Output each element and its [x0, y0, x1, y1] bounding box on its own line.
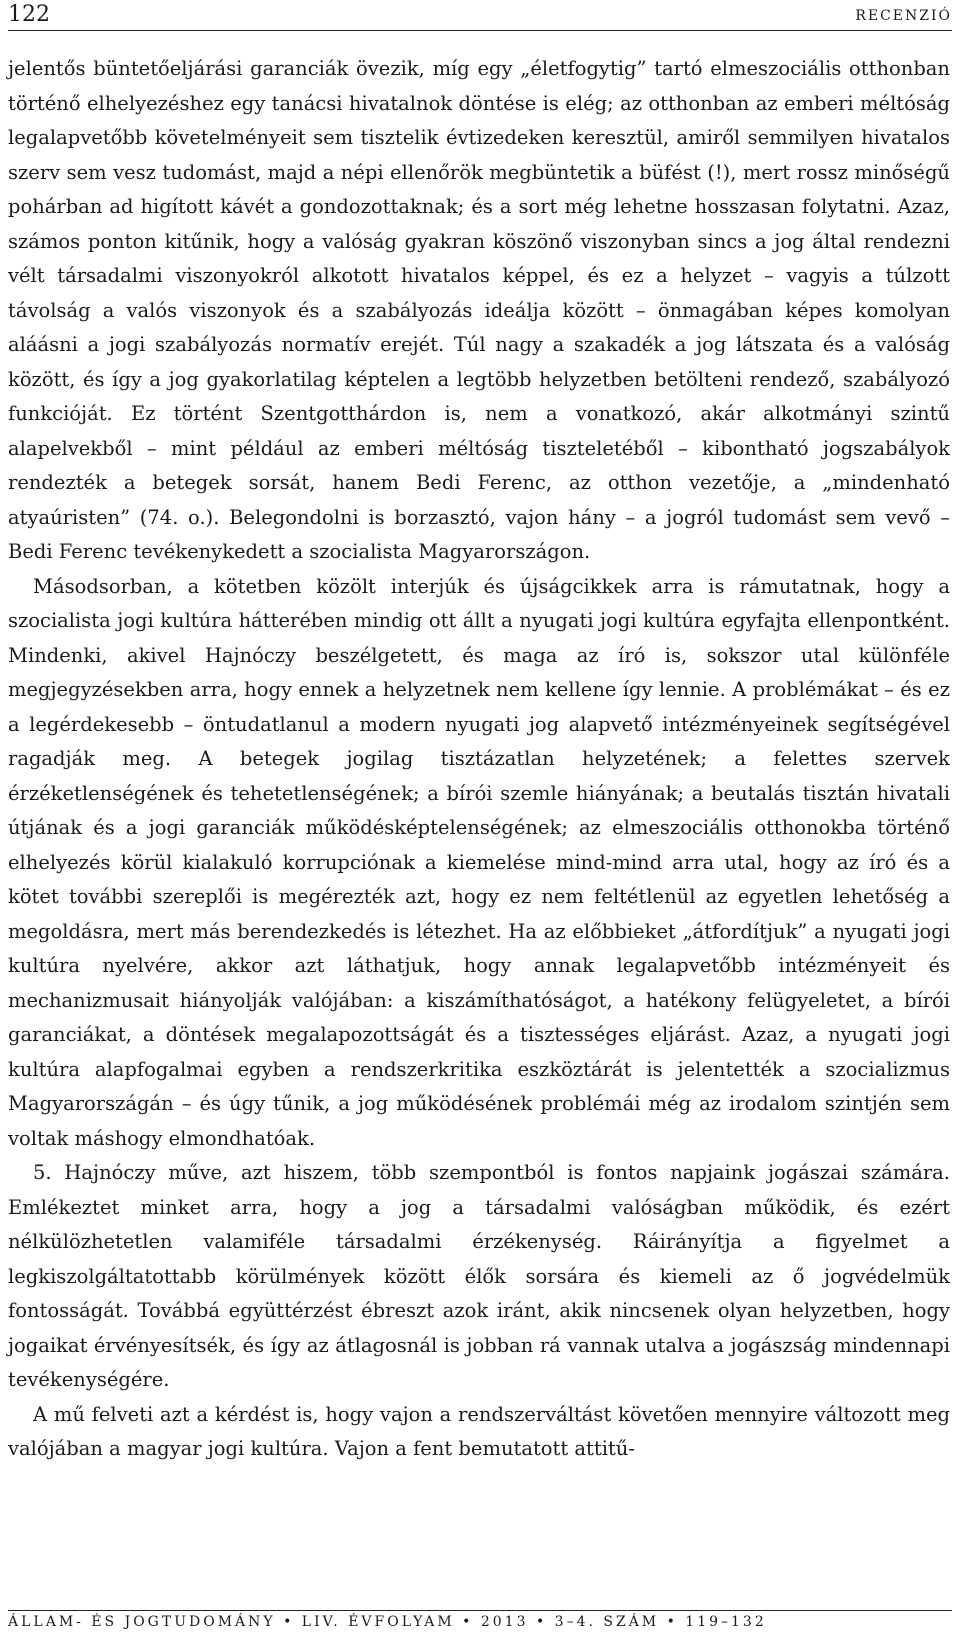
page-number: 122	[8, 2, 50, 27]
paragraph: A mű felveti azt a kérdést is, hogy vajon a rendszerváltást követően mennyire változott meg valójában a magyar jogi kultúra. Vajon a fent bemutatott attitű-	[8, 1402, 950, 1460]
paragraph: jelentős büntetőeljárási garanciák övezik, míg egy „életfogytig” tartó elmeszociális otthonban történő elhelyezéshez egy tanácsi hivatalnok döntése is elég; az otthonban az emberi méltóság legalapvetőbb követelményeit sem tisztelik évtizedeken keresztül, amiről semmilyen hivatalos szerv sem vesz tudomást, majd a népi ellenőrök megbüntetik a büfést (!), mert rossz minőségű pohárban ad higított kávét a gondozottaknak; és a sort még lehetne hosszasan folytatni. Azaz, számos ponton kitűnik, hogy a valóság gyakran köszönő viszonyban sincs a jog által rendezni vélt társadalmi viszonyokról alkotott hivatalos képpel, és ez a helyzet – vagyis a túlzott távolság a valós viszonyok és a szabályozás ideálja között – önmagában képes komolyan aláásni a jogi szabályozás normatív erejét. Túl nagy a szakadék a jog látszata és a valóság között, és így a jog gyakorlatilag képtelen a legtöbb helyzetben betölteni rendező, szabályozó funkcióját. Ez történt Szentgotthárdon is, nem a vonatkozó, akár alkotmányi szintű alapelvekből – mint például az emberi méltóság tiszteletéből – kibontható jogszabályok rendezték a betegek sorsát, hanem Bedi Ferenc, az otthon vezetője, a „mindenható atyaúristen” (74. o.). Belegondolni is borzasztó, vajon hány – a jogról tudomást sem vevő – Bedi Ferenc tevékenykedett a szocialista Magyarországon.	[8, 57, 950, 563]
running-head: RECENZIÓ	[855, 8, 952, 24]
body-text	[8, 52, 950, 1467]
journal-citation: ÁLLAM- ÉS JOGTUDOMÁNY • LIV. ÉVFOLYAM • 2013 • 3–4. SZÁM • 119–132	[8, 1614, 767, 1630]
paragraph: 5. Hajnóczy műve, azt hiszem, több szempontból is fontos napjaink jogászai számára. Emlékeztet minket arra, hogy a jog a társadalmi valóságban működik, és ezért nélkülözhetetlen valamiféle társadalmi érzékenység. Ráirányítja a figyelmet a legkiszolgáltatottabb körülmények között élők sorsára és kiemeli az ő jogvédelmük fontosságát. Továbbá együttérzést ébreszt azok iránt, akik nincsenek olyan helyzetben, hogy jogaikat érvényesítsék, és így az átlagosnál is jobban rá vannak utalva a jogászság mindennapi tevékenységére.	[8, 1161, 950, 1391]
paragraph: Másodsorban, a kötetben közölt interjúk és újságcikkek arra is rámutatnak, hogy a szocialista jogi kultúra hátterében mindig ott állt a nyugati jogi kultúra egyfajta ellenpontként. Mindenki, akivel Hajnóczy beszélgetett, és maga az író is, sokszor utal különféle megjegyzésekben arra, hogy ennek a helyzetnek nem kellene így lennie. A problémákat – és ez a legérdekesebb – öntudatlanul a modern nyugati jog alapvető intézményeinek segítségével ragadják meg. A betegek jogilag tisztázatlan helyzetének; a felettes szervek érzéketlenségének és tehetetlenségének; a bírói szemle hiányának; a beutalás tisztán hivatali útjának és a jogi garanciák működésképtelenségének; az elmeszociális otthonokba történő elhelyezés körül kialakuló korrupciónak a kiemelése mind-mind arra utal, hogy az író és a kötet további szereplői is megérezték azt, hogy ez nem feltétlenül az egyetlen lehetőség a megoldásra, mert más berendezkedés is létezhet. Ha az előbbieket „átfordítjuk” a nyugati jogi kultúra nyelvére, akkor azt láthatjuk, hogy annak legalapvetőbb intézményeit és mechanizmusait hiányolják valójában: a kiszámíthatóságot, a hatékony felügyeletet, a bírói garanciákat, a döntések megalapozottságát és a tisztességes eljárást. Azaz, a nyugati jogi kultúra alapfogalmai egyben a rendszerkritika eszköztárát is jelentették a szocializmus Magyarországán – és úgy tűnik, a jog működésének problémái még az irodalom szintjén sem voltak máshogy elmondhatóak.	[8, 574, 950, 1150]
page-header	[8, 0, 952, 31]
page-footer	[8, 1610, 952, 1633]
